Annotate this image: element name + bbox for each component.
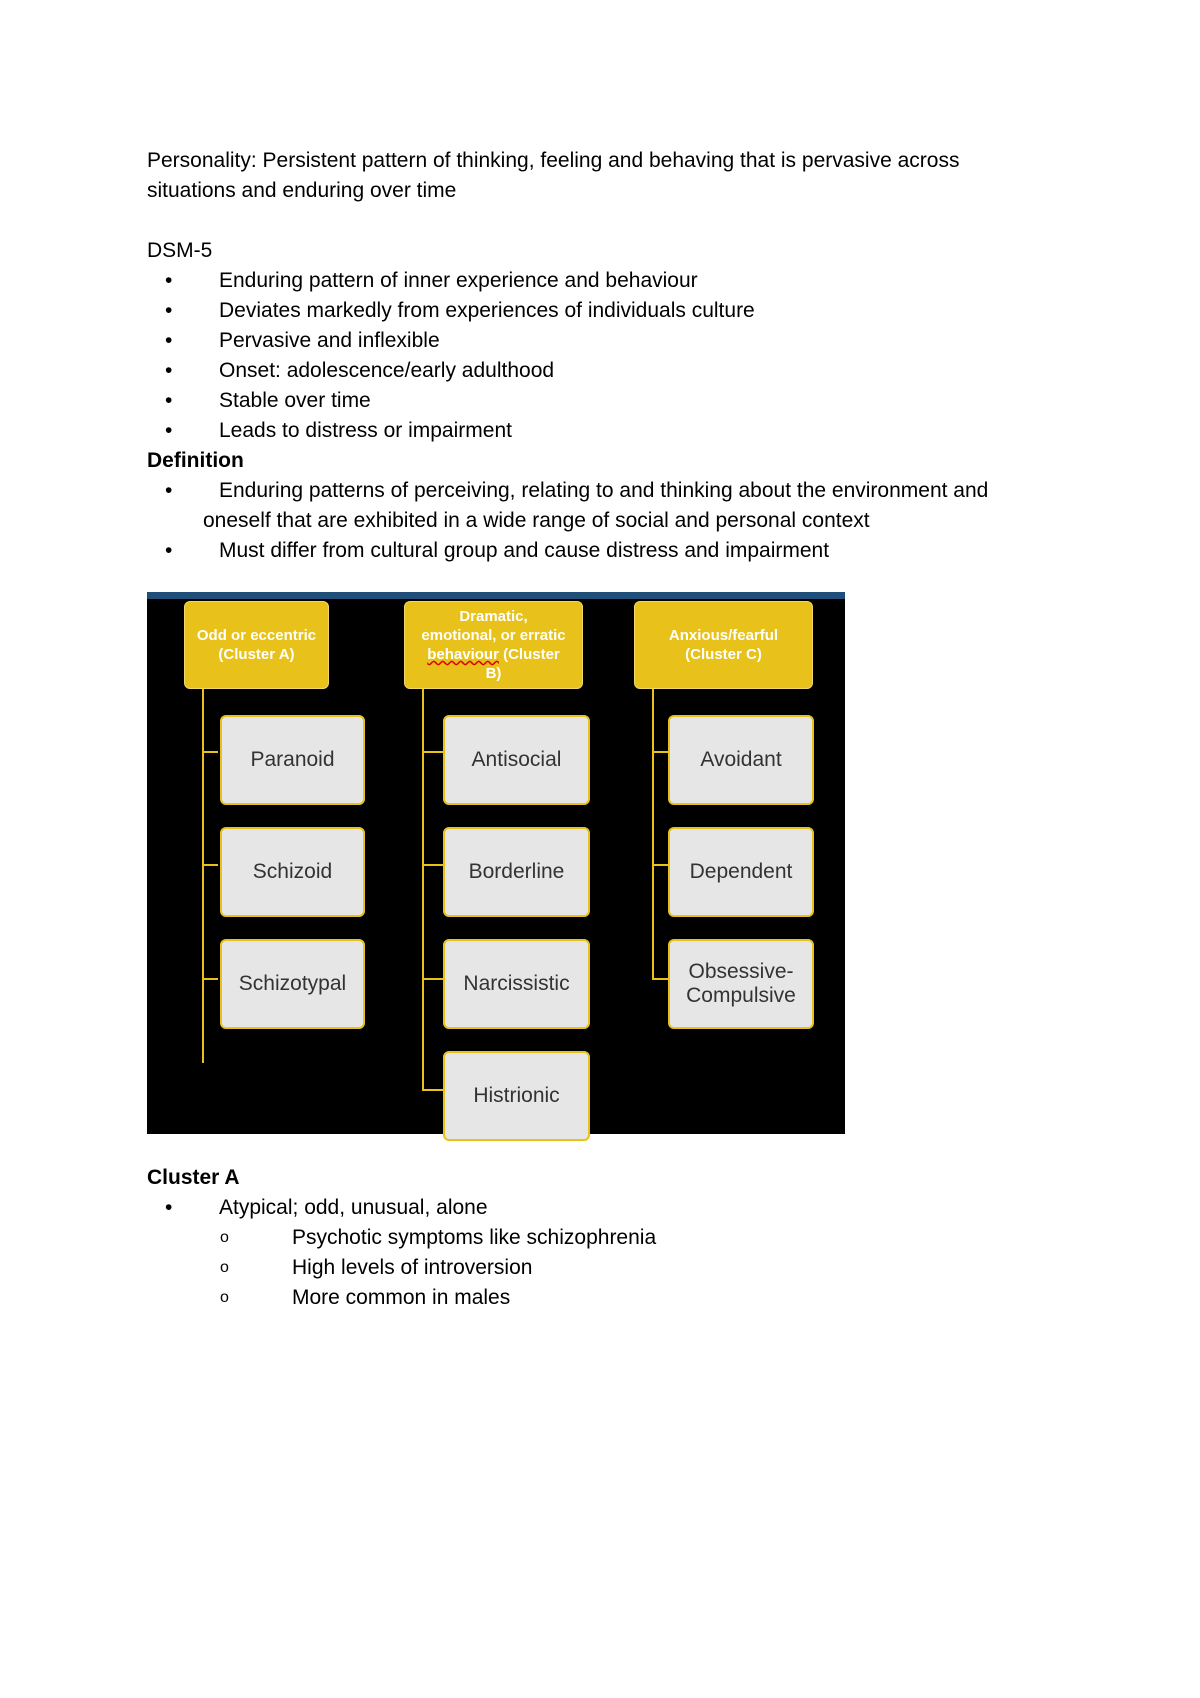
cluster-b-label-3b: (Cluster <box>498 646 560 663</box>
list-item <box>147 1193 1067 1223</box>
bullet-icon: • <box>165 329 173 352</box>
list-item-text: Pervasive and inflexible <box>219 329 440 352</box>
sub-list-item <box>147 1283 1067 1313</box>
cluster-c-label-2: (Cluster C) <box>685 646 762 663</box>
bullet-icon: • <box>165 299 173 322</box>
ocd-label-1: Obsessive- <box>688 960 794 983</box>
cluster-a-heading: Cluster A <box>147 1166 240 1189</box>
sub-list-item-text: High levels of introversion <box>292 1256 533 1279</box>
definition-list <box>147 476 1067 566</box>
sub-list-item-text: Psychotic symptoms like schizophrenia <box>292 1226 657 1249</box>
cluster-c-label-1: Anxious/fearful <box>668 627 779 644</box>
list-item-text: Onset: adolescence/early adulthood <box>219 359 555 382</box>
disorder-box-histrionic: Histrionic <box>443 1051 590 1141</box>
dsm-heading: DSM-5 <box>147 239 213 262</box>
sub-list-item <box>147 1223 1067 1253</box>
disorder-box-schizotypal: Schizotypal <box>220 939 365 1029</box>
document-body <box>147 146 1067 566</box>
disorder-box-antisocial: Antisocial <box>443 715 590 805</box>
list-item <box>147 386 1067 416</box>
connector-line <box>652 978 668 980</box>
list-item-text: Atypical; odd, unusual, alone <box>219 1196 488 1219</box>
connector-line <box>422 978 444 980</box>
list-item <box>147 326 1067 356</box>
disorder-box-obsessive-compulsive <box>668 939 814 1029</box>
list-item-text: Deviates markedly from experiences of individuals culture <box>219 299 755 322</box>
cluster-a-header <box>184 601 329 689</box>
connector-line <box>202 689 204 1063</box>
list-item-text: Leads to distress or impairment <box>219 419 512 442</box>
cluster-b-label-2: emotional, or erratic <box>421 627 566 644</box>
disorder-box-paranoid: Paranoid <box>220 715 365 805</box>
list-item-text: Stable over time <box>219 389 371 412</box>
personality-clusters-diagram <box>147 592 845 1134</box>
circle-bullet-icon: o <box>220 1229 229 1246</box>
cluster-c-header <box>634 601 813 689</box>
cluster-b-label-1: Dramatic, <box>459 608 528 625</box>
intro-line-1: Personality: Persistent pattern of thinking, feeling and behaving that is pervasive across <box>147 149 960 172</box>
spacer <box>147 206 1067 236</box>
list-item <box>147 266 1067 296</box>
bullet-icon: • <box>165 389 173 412</box>
sub-list-item <box>147 1253 1067 1283</box>
list-item-text: Must differ from cultural group and cause distress and impairment <box>219 539 830 562</box>
ocd-label-2: Compulsive <box>686 984 796 1007</box>
disorder-box-narcissistic: Narcissistic <box>443 939 590 1029</box>
circle-bullet-icon: o <box>220 1289 229 1306</box>
definition-heading: Definition <box>147 449 244 472</box>
cluster-b-header <box>404 601 583 689</box>
circle-bullet-icon: o <box>220 1259 229 1276</box>
bullet-icon: • <box>165 479 173 502</box>
cluster-a-label-2: (Cluster A) <box>218 646 295 663</box>
connector-line <box>652 689 654 978</box>
list-item-text: Enduring patterns of perceiving, relating to and thinking about the environment and <box>219 479 989 502</box>
connector-line <box>422 1089 444 1091</box>
sub-list-item-text: More common in males <box>292 1286 511 1309</box>
connector-line <box>422 751 444 753</box>
cluster-b-label-4: B) <box>485 665 502 682</box>
disorder-box-dependent: Dependent <box>668 827 814 917</box>
list-item <box>147 476 1067 536</box>
cluster-a-section <box>147 1163 1067 1313</box>
diagram-top-bar <box>147 592 845 599</box>
bullet-icon: • <box>165 419 173 442</box>
disorder-box-avoidant: Avoidant <box>668 715 814 805</box>
connector-line <box>652 864 668 866</box>
cluster-b-label-3a: behaviour <box>427 646 499 663</box>
disorder-box-schizoid: Schizoid <box>220 827 365 917</box>
bullet-icon: • <box>165 539 173 562</box>
list-item-text-cont: oneself that are exhibited in a wide range of social and personal context <box>203 509 870 532</box>
connector-line <box>422 689 424 1089</box>
cluster-a-list <box>147 1193 1067 1223</box>
disorder-box-borderline: Borderline <box>443 827 590 917</box>
connector-line <box>202 864 218 866</box>
connector-line <box>422 864 444 866</box>
list-item <box>147 356 1067 386</box>
dsm-list <box>147 266 1067 446</box>
intro-line-2: situations and enduring over time <box>147 179 457 202</box>
cluster-a-sublist <box>147 1223 1067 1313</box>
bullet-icon: • <box>165 1196 173 1219</box>
list-item-text: Enduring pattern of inner experience and behaviour <box>219 269 698 292</box>
connector-line <box>202 751 218 753</box>
bullet-icon: • <box>165 359 173 382</box>
list-item <box>147 416 1067 446</box>
list-item <box>147 296 1067 326</box>
list-item <box>147 536 1067 566</box>
connector-line <box>202 978 218 980</box>
connector-line <box>652 751 668 753</box>
bullet-icon: • <box>165 269 173 292</box>
cluster-a-label-1: Odd or eccentric <box>196 627 317 644</box>
